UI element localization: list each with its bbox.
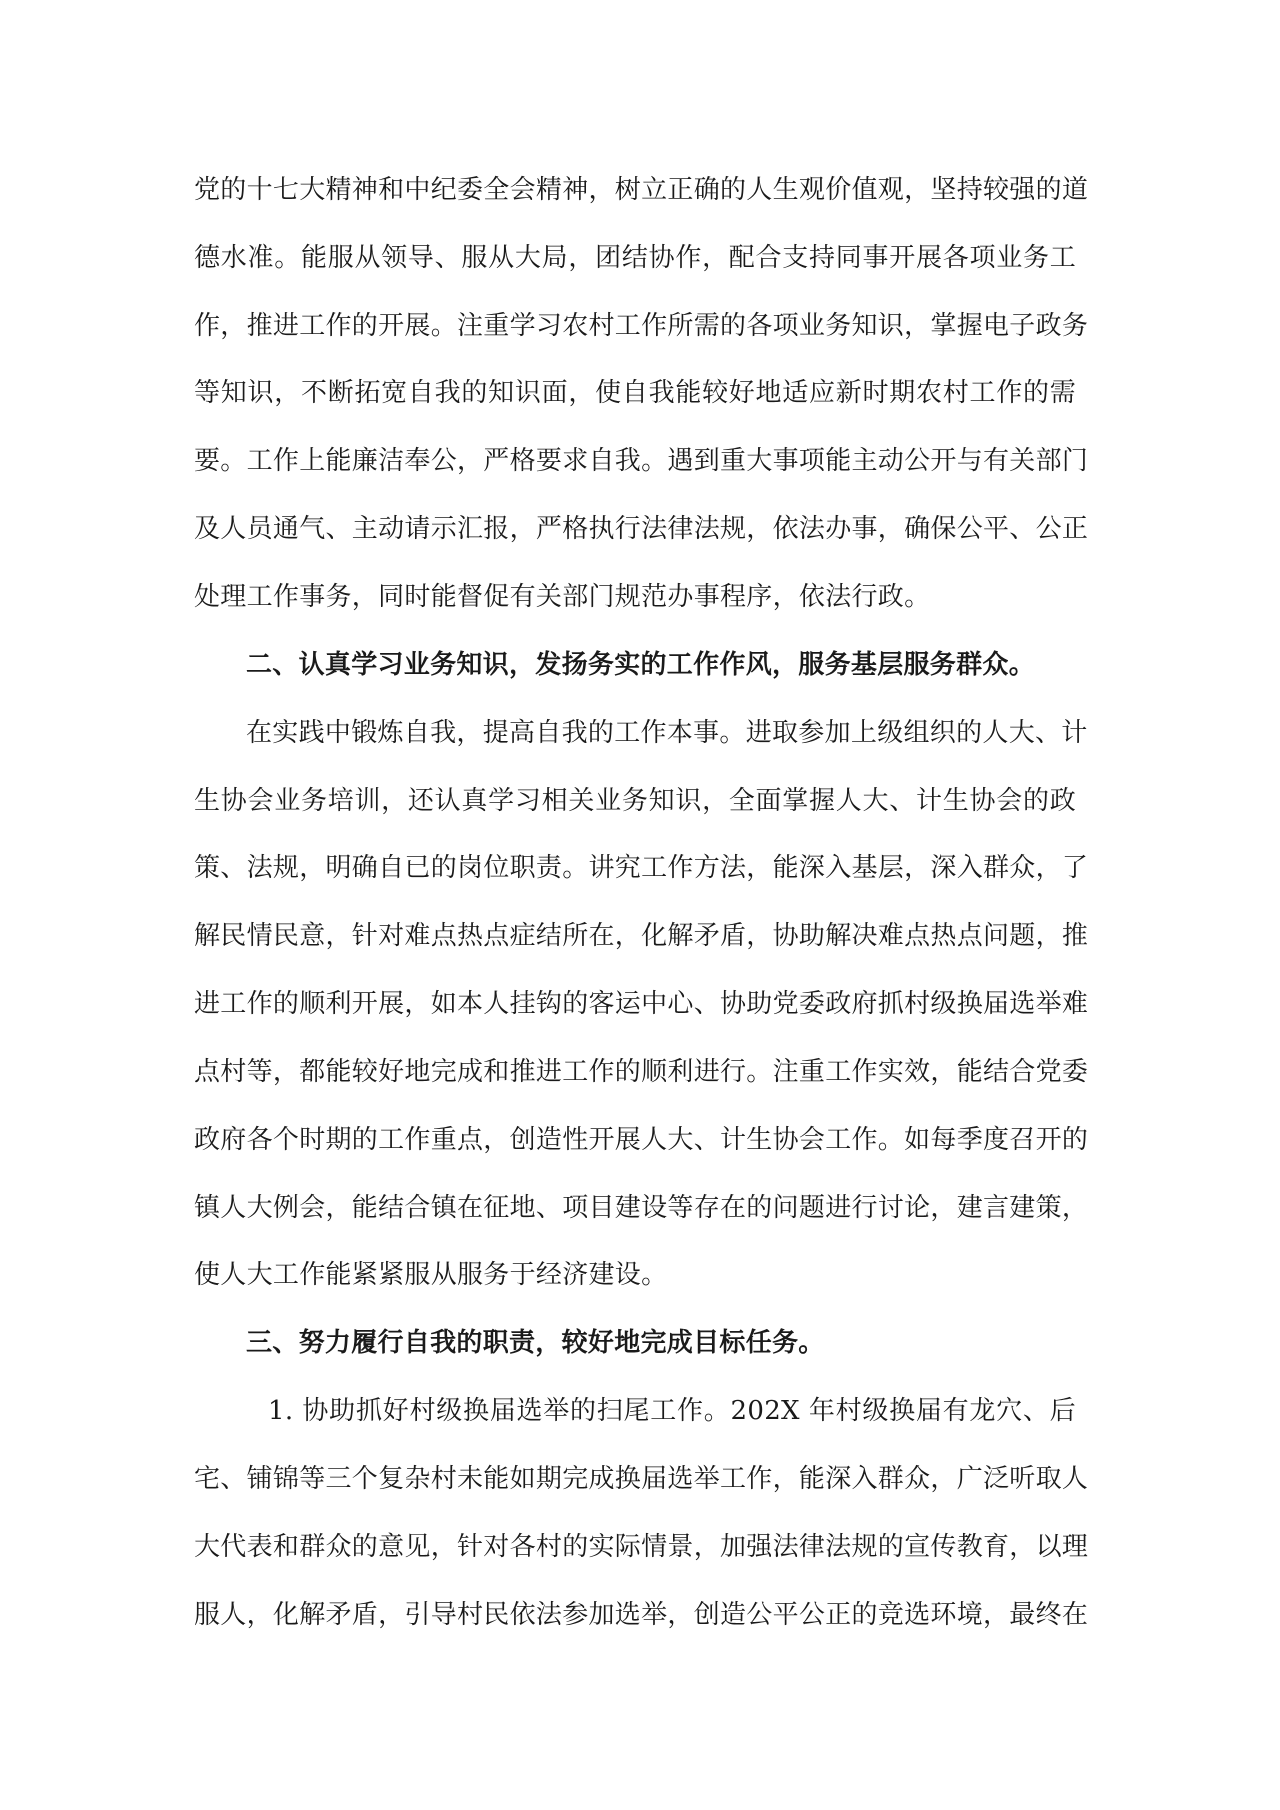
paragraph-line: 政府各个时期的工作重点，创造性开展人大、计生协会工作。如每季度召开的 <box>194 1125 1089 1155</box>
section-heading: 二、认真学习业务知识，发扬务实的工作作风，服务基层服务群众。 <box>246 650 1036 680</box>
section-heading: 三、努力履行自我的职责，较好地完成目标任务。 <box>246 1328 825 1358</box>
paragraph-line: 德水准。能服从领导、服从大局，团结协作，配合支持同事开展各项业务工 <box>194 243 1076 273</box>
paragraph-line: 作，推进工作的开展。注重学习农村工作所需的各项业务知识，掌握电子政务 <box>194 311 1089 341</box>
paragraph-line: 解民情民意，针对难点热点症结所在，化解矛盾，协助解决难点热点问题，推 <box>194 921 1089 951</box>
paragraph-line: 及人员通气、主动请示汇报，严格执行法律法规，依法办事，确保公平、公正 <box>194 514 1089 544</box>
paragraph-line: 服人，化解矛盾，引导村民依法参加选举，创造公平公正的竞选环境，最终在 <box>194 1600 1089 1630</box>
list-item-line: 1. 协助抓好村级换届选举的扫尾工作。202X 年村级换届有龙穴、后 <box>268 1396 1076 1426</box>
paragraph-line: 使人大工作能紧紧服从服务于经济建设。 <box>194 1260 668 1290</box>
paragraph-line: 处理工作事务，同时能督促有关部门规范办事程序，依法行政。 <box>194 582 931 612</box>
paragraph-line: 要。工作上能廉洁奉公，严格要求自我。遇到重大事项能主动公开与有关部门 <box>194 446 1089 476</box>
paragraph-line: 策、法规，明确自已的岗位职责。讲究工作方法，能深入基层，深入群众，了 <box>194 853 1089 883</box>
paragraph-line: 在实践中锻炼自我，提高自我的工作本事。进取参加上级组织的人大、计 <box>246 718 1088 748</box>
paragraph-line: 镇人大例会，能结合镇在征地、项目建设等存在的问题进行讨论，建言建策， <box>194 1193 1089 1223</box>
paragraph-line: 宅、铺锦等三个复杂村未能如期完成换届选举工作，能深入群众，广泛听取人 <box>194 1464 1089 1494</box>
paragraph-line: 等知识，不断拓宽自我的知识面，使自我能较好地适应新时期农村工作的需 <box>194 378 1076 408</box>
paragraph-line: 生协会业务培训，还认真学习相关业务知识，全面掌握人大、计生协会的政 <box>194 786 1076 816</box>
paragraph-line: 大代表和群众的意见，针对各村的实际情景，加强法律法规的宣传教育，以理 <box>194 1532 1089 1562</box>
paragraph-line: 进工作的顺利开展，如本人挂钩的客运中心、协助党委政府抓村级换届选举难 <box>194 989 1089 1019</box>
paragraph-line: 党的十七大精神和中纪委全会精神，树立正确的人生观价值观，坚持较强的道 <box>194 175 1089 205</box>
paragraph-line: 点村等，都能较好地完成和推进工作的顺利进行。注重工作实效，能结合党委 <box>194 1057 1089 1087</box>
